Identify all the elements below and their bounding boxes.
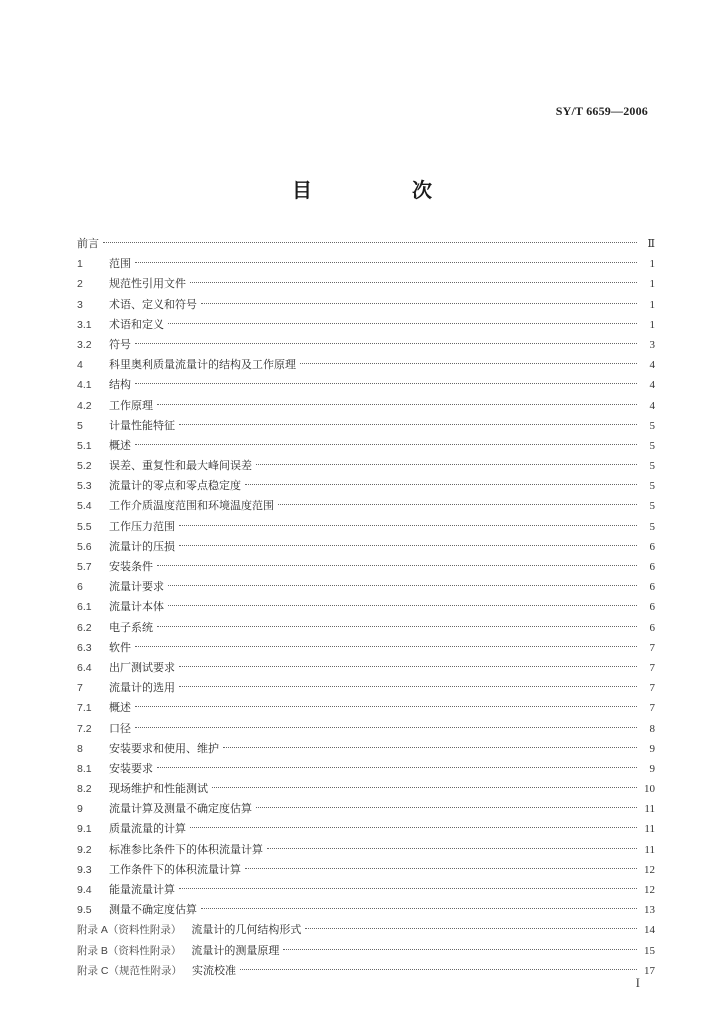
dot-leader <box>245 868 637 869</box>
toc-entry[interactable] <box>77 900 655 920</box>
dot-leader <box>135 444 637 445</box>
toc-entry-number: 6 <box>77 581 83 594</box>
dot-leader <box>179 686 637 687</box>
toc-entry[interactable] <box>77 658 655 678</box>
toc-entry-number: 8 <box>77 742 83 755</box>
toc-entry-number: 5.4 <box>77 500 92 513</box>
toc-entry[interactable] <box>77 436 655 456</box>
toc-entry-page: 11 <box>644 843 655 856</box>
dot-leader <box>179 424 637 425</box>
toc-entry-page: 12 <box>644 863 655 876</box>
toc-entry-label: 术语和定义 <box>109 317 164 331</box>
toc-entry-label: 口径 <box>109 721 131 735</box>
toc-entry[interactable] <box>77 517 655 537</box>
toc-entry-number: 7.1 <box>77 702 92 715</box>
toc-entry[interactable] <box>77 295 655 315</box>
toc-entry-page: 6 <box>649 540 655 553</box>
toc-entry-page: 5 <box>649 480 655 493</box>
dot-leader <box>179 525 637 526</box>
dot-leader <box>135 646 637 647</box>
dot-leader <box>245 484 637 485</box>
toc-entry-label: 流量计要求 <box>109 580 164 594</box>
toc-entry-label: 现场维护和性能测试 <box>109 782 208 796</box>
toc-entry-label: 流量计的测量原理 <box>191 943 280 957</box>
dot-leader <box>135 262 637 263</box>
dot-leader <box>179 545 637 546</box>
toc-entry[interactable] <box>77 638 655 658</box>
dot-leader <box>168 605 637 606</box>
dot-leader <box>179 666 637 667</box>
toc-entry[interactable] <box>77 759 655 779</box>
toc-entry-label: 计量性能特征 <box>109 418 175 432</box>
toc-entry-page: 6 <box>649 581 655 594</box>
toc-entry-page: 6 <box>649 561 655 573</box>
toc-entry-page: Ⅱ <box>647 238 655 250</box>
dot-leader <box>201 908 637 909</box>
dot-leader <box>168 585 637 586</box>
toc-entry[interactable] <box>77 961 655 981</box>
toc-entry[interactable] <box>77 799 655 819</box>
dot-leader <box>135 706 637 707</box>
toc-entry-number: 4.2 <box>77 399 92 412</box>
toc-entry-label: 工作原理 <box>109 398 153 412</box>
toc-entry[interactable] <box>77 274 655 294</box>
toc-entry-label: 标准参比条件下的体积流量计算 <box>109 842 263 856</box>
toc-entry-number: 2 <box>77 278 83 291</box>
toc-entry[interactable] <box>77 557 655 577</box>
toc-entry-label: 实流校准 <box>192 963 236 977</box>
toc-entry-label: 电子系统 <box>109 620 153 634</box>
toc-entry-label: 流量计的选用 <box>109 681 175 695</box>
toc-entry-label: 概述 <box>109 701 131 715</box>
toc-entry-label: 工作压力范围 <box>109 519 175 533</box>
toc-entry-number: 5 <box>77 419 83 432</box>
dot-leader <box>212 787 637 788</box>
toc-entry-label: 流量计的几何结构形式 <box>191 923 302 937</box>
toc-entry[interactable] <box>77 678 655 698</box>
toc-entry-number: 6.4 <box>77 661 92 674</box>
toc-entry[interactable] <box>77 234 655 254</box>
toc-entry-page: 14 <box>644 924 655 937</box>
toc-entry-number: 4.1 <box>77 379 92 392</box>
dot-leader <box>223 747 637 748</box>
toc-entry-number: 9.1 <box>77 823 92 836</box>
toc-entry[interactable] <box>77 476 655 496</box>
toc-entry[interactable] <box>77 355 655 375</box>
toc-entry-label: 流量计算及测量不确定度估算 <box>109 802 252 816</box>
toc-entry-number: 9.5 <box>77 904 92 917</box>
page-title: 目 次 <box>292 178 472 202</box>
toc-entry-page: 12 <box>644 884 655 896</box>
toc-entry-label: 规范性引用文件 <box>109 277 186 291</box>
toc-entry-number: 9.2 <box>77 843 92 856</box>
toc-entry-number: 3.2 <box>77 338 92 351</box>
toc-entry-page: 15 <box>644 944 655 957</box>
dot-leader <box>283 949 637 950</box>
toc-entry[interactable] <box>77 719 655 739</box>
dot-leader <box>103 242 637 243</box>
dot-leader <box>305 928 637 929</box>
toc-entry-number: 5.6 <box>77 540 92 553</box>
toc-entry-page: 11 <box>644 823 655 836</box>
toc-entry-page: 1 <box>649 278 655 291</box>
standard-code: SY/T 6659—2006 <box>555 104 648 118</box>
toc-entry-label: 软件 <box>109 640 131 654</box>
toc-entry-label: 质量流量的计算 <box>109 822 186 836</box>
toc-entry-number: 7.2 <box>77 722 92 735</box>
table-of-contents <box>77 234 655 981</box>
toc-entry-label: 结构 <box>109 378 131 392</box>
toc-entry[interactable] <box>77 396 655 416</box>
toc-entry[interactable] <box>77 698 655 718</box>
toc-entry-number: 附录 B（资料性附录） <box>77 944 182 957</box>
toc-entry-number: 9.3 <box>77 863 92 876</box>
toc-entry-number: 4 <box>77 359 83 372</box>
toc-entry-page: 4 <box>649 359 655 372</box>
toc-entry[interactable] <box>77 416 655 436</box>
toc-entry-page: 9 <box>649 742 655 755</box>
dot-leader <box>157 626 637 627</box>
toc-entry[interactable] <box>77 335 655 355</box>
toc-entry-label: 符号 <box>109 337 131 351</box>
toc-entry-label: 工作条件下的体积流量计算 <box>109 862 241 876</box>
toc-entry[interactable] <box>77 597 655 617</box>
toc-entry-page: 1 <box>649 258 655 271</box>
dot-leader <box>240 969 637 970</box>
toc-entry-label: 流量计本体 <box>109 600 164 614</box>
dot-leader <box>168 323 637 324</box>
dot-leader <box>157 565 637 566</box>
dot-leader <box>190 282 637 283</box>
toc-entry[interactable] <box>77 860 655 880</box>
dot-leader <box>157 767 637 768</box>
toc-entry-label: 范围 <box>109 257 131 271</box>
toc-entry-number: 6.1 <box>77 601 92 614</box>
toc-entry-label: 安装要求 <box>109 761 153 775</box>
toc-entry[interactable] <box>77 819 655 839</box>
toc-entry-number: 9 <box>77 803 83 816</box>
toc-entry-page: 7 <box>649 702 655 715</box>
toc-entry-number: 5.1 <box>77 439 92 452</box>
dot-leader <box>278 504 637 505</box>
toc-entry[interactable] <box>77 537 655 557</box>
toc-entry-number: 5.5 <box>77 520 92 533</box>
toc-entry-page: 7 <box>649 682 655 695</box>
toc-entry-number: 1 <box>77 258 83 271</box>
toc-entry[interactable] <box>77 254 655 274</box>
toc-entry-label: 术语、定义和符号 <box>109 297 197 311</box>
toc-entry[interactable] <box>77 941 655 961</box>
toc-entry-page: 7 <box>649 661 655 674</box>
toc-entry-label: 流量计的压损 <box>109 539 175 553</box>
dot-leader <box>256 807 637 808</box>
dot-leader <box>267 848 637 849</box>
toc-entry-page: 8 <box>649 722 655 735</box>
toc-entry-label: 出厂测试要求 <box>109 660 175 674</box>
toc-entry[interactable] <box>77 920 655 940</box>
toc-entry-label: 能量流量计算 <box>109 883 175 896</box>
toc-entry-label: 前言 <box>77 237 99 250</box>
toc-entry-number: 8.1 <box>77 762 92 775</box>
toc-entry-number: 3.1 <box>77 318 92 331</box>
toc-entry-label: 测量不确定度估算 <box>109 903 197 917</box>
toc-entry[interactable] <box>77 618 655 638</box>
dot-leader <box>135 727 637 728</box>
toc-entry-number: 5.7 <box>77 561 92 573</box>
toc-entry-number: 7 <box>77 682 83 695</box>
dot-leader <box>201 303 637 304</box>
toc-entry-page: 6 <box>649 601 655 614</box>
toc-entry[interactable] <box>77 315 655 335</box>
toc-entry-label: 流量计的零点和零点稳定度 <box>109 479 241 493</box>
toc-entry-number: 附录 C（规范性附录） <box>77 964 182 977</box>
toc-entry-page: 6 <box>649 621 655 634</box>
dot-leader <box>300 363 637 364</box>
toc-entry[interactable] <box>77 840 655 860</box>
toc-entry-page: 7 <box>649 641 655 654</box>
toc-entry-page: 3 <box>649 338 655 351</box>
toc-entry-number: 8.2 <box>77 783 92 796</box>
toc-entry-label: 概述 <box>109 438 131 452</box>
toc-entry-number: 6.2 <box>77 621 92 634</box>
toc-entry-page: 10 <box>644 783 655 796</box>
toc-entry-page: 5 <box>649 439 655 452</box>
toc-entry-page: 1 <box>649 298 655 311</box>
toc-entry-page: 5 <box>649 460 655 473</box>
toc-entry[interactable] <box>77 779 655 799</box>
toc-entry-label: 安装条件 <box>109 560 153 573</box>
toc-entry-number: 5.2 <box>77 460 92 473</box>
toc-entry-page: 5 <box>649 500 655 513</box>
toc-entry-number: 6.3 <box>77 641 92 654</box>
toc-entry-label: 工作介质温度范围和环境温度范围 <box>109 499 274 513</box>
dot-leader <box>256 464 637 465</box>
dot-leader <box>179 888 637 889</box>
toc-entry[interactable] <box>77 880 655 900</box>
toc-entry-page: 5 <box>649 419 655 432</box>
page-number: I <box>635 975 640 990</box>
dot-leader <box>135 343 637 344</box>
toc-entry-label: 科里奥利质量流量计的结构及工作原理 <box>109 358 296 372</box>
dot-leader <box>157 404 637 405</box>
toc-entry-page: 1 <box>649 318 655 331</box>
toc-entry-page: 13 <box>644 904 655 917</box>
toc-entry-page: 9 <box>649 762 655 775</box>
toc-entry[interactable] <box>77 456 655 476</box>
toc-entry-page: 11 <box>644 803 655 816</box>
toc-entry-number: 5.3 <box>77 480 92 493</box>
dot-leader <box>135 383 637 384</box>
toc-entry[interactable] <box>77 577 655 597</box>
toc-entry-page: 5 <box>649 520 655 533</box>
toc-entry[interactable] <box>77 375 655 395</box>
toc-entry-number: 9.4 <box>77 884 92 896</box>
toc-entry-page: 4 <box>649 379 655 392</box>
toc-entry-number: 3 <box>77 298 83 311</box>
toc-entry-label: 误差、重复性和最大峰间误差 <box>109 459 252 473</box>
toc-entry-page: 4 <box>649 399 655 412</box>
toc-entry-page: 17 <box>644 964 655 977</box>
toc-entry-label: 安装要求和使用、维护 <box>109 741 219 755</box>
toc-entry-number: 附录 A（资料性附录） <box>77 924 182 937</box>
dot-leader <box>190 827 637 828</box>
toc-entry[interactable] <box>77 739 655 759</box>
toc-entry[interactable] <box>77 496 655 516</box>
